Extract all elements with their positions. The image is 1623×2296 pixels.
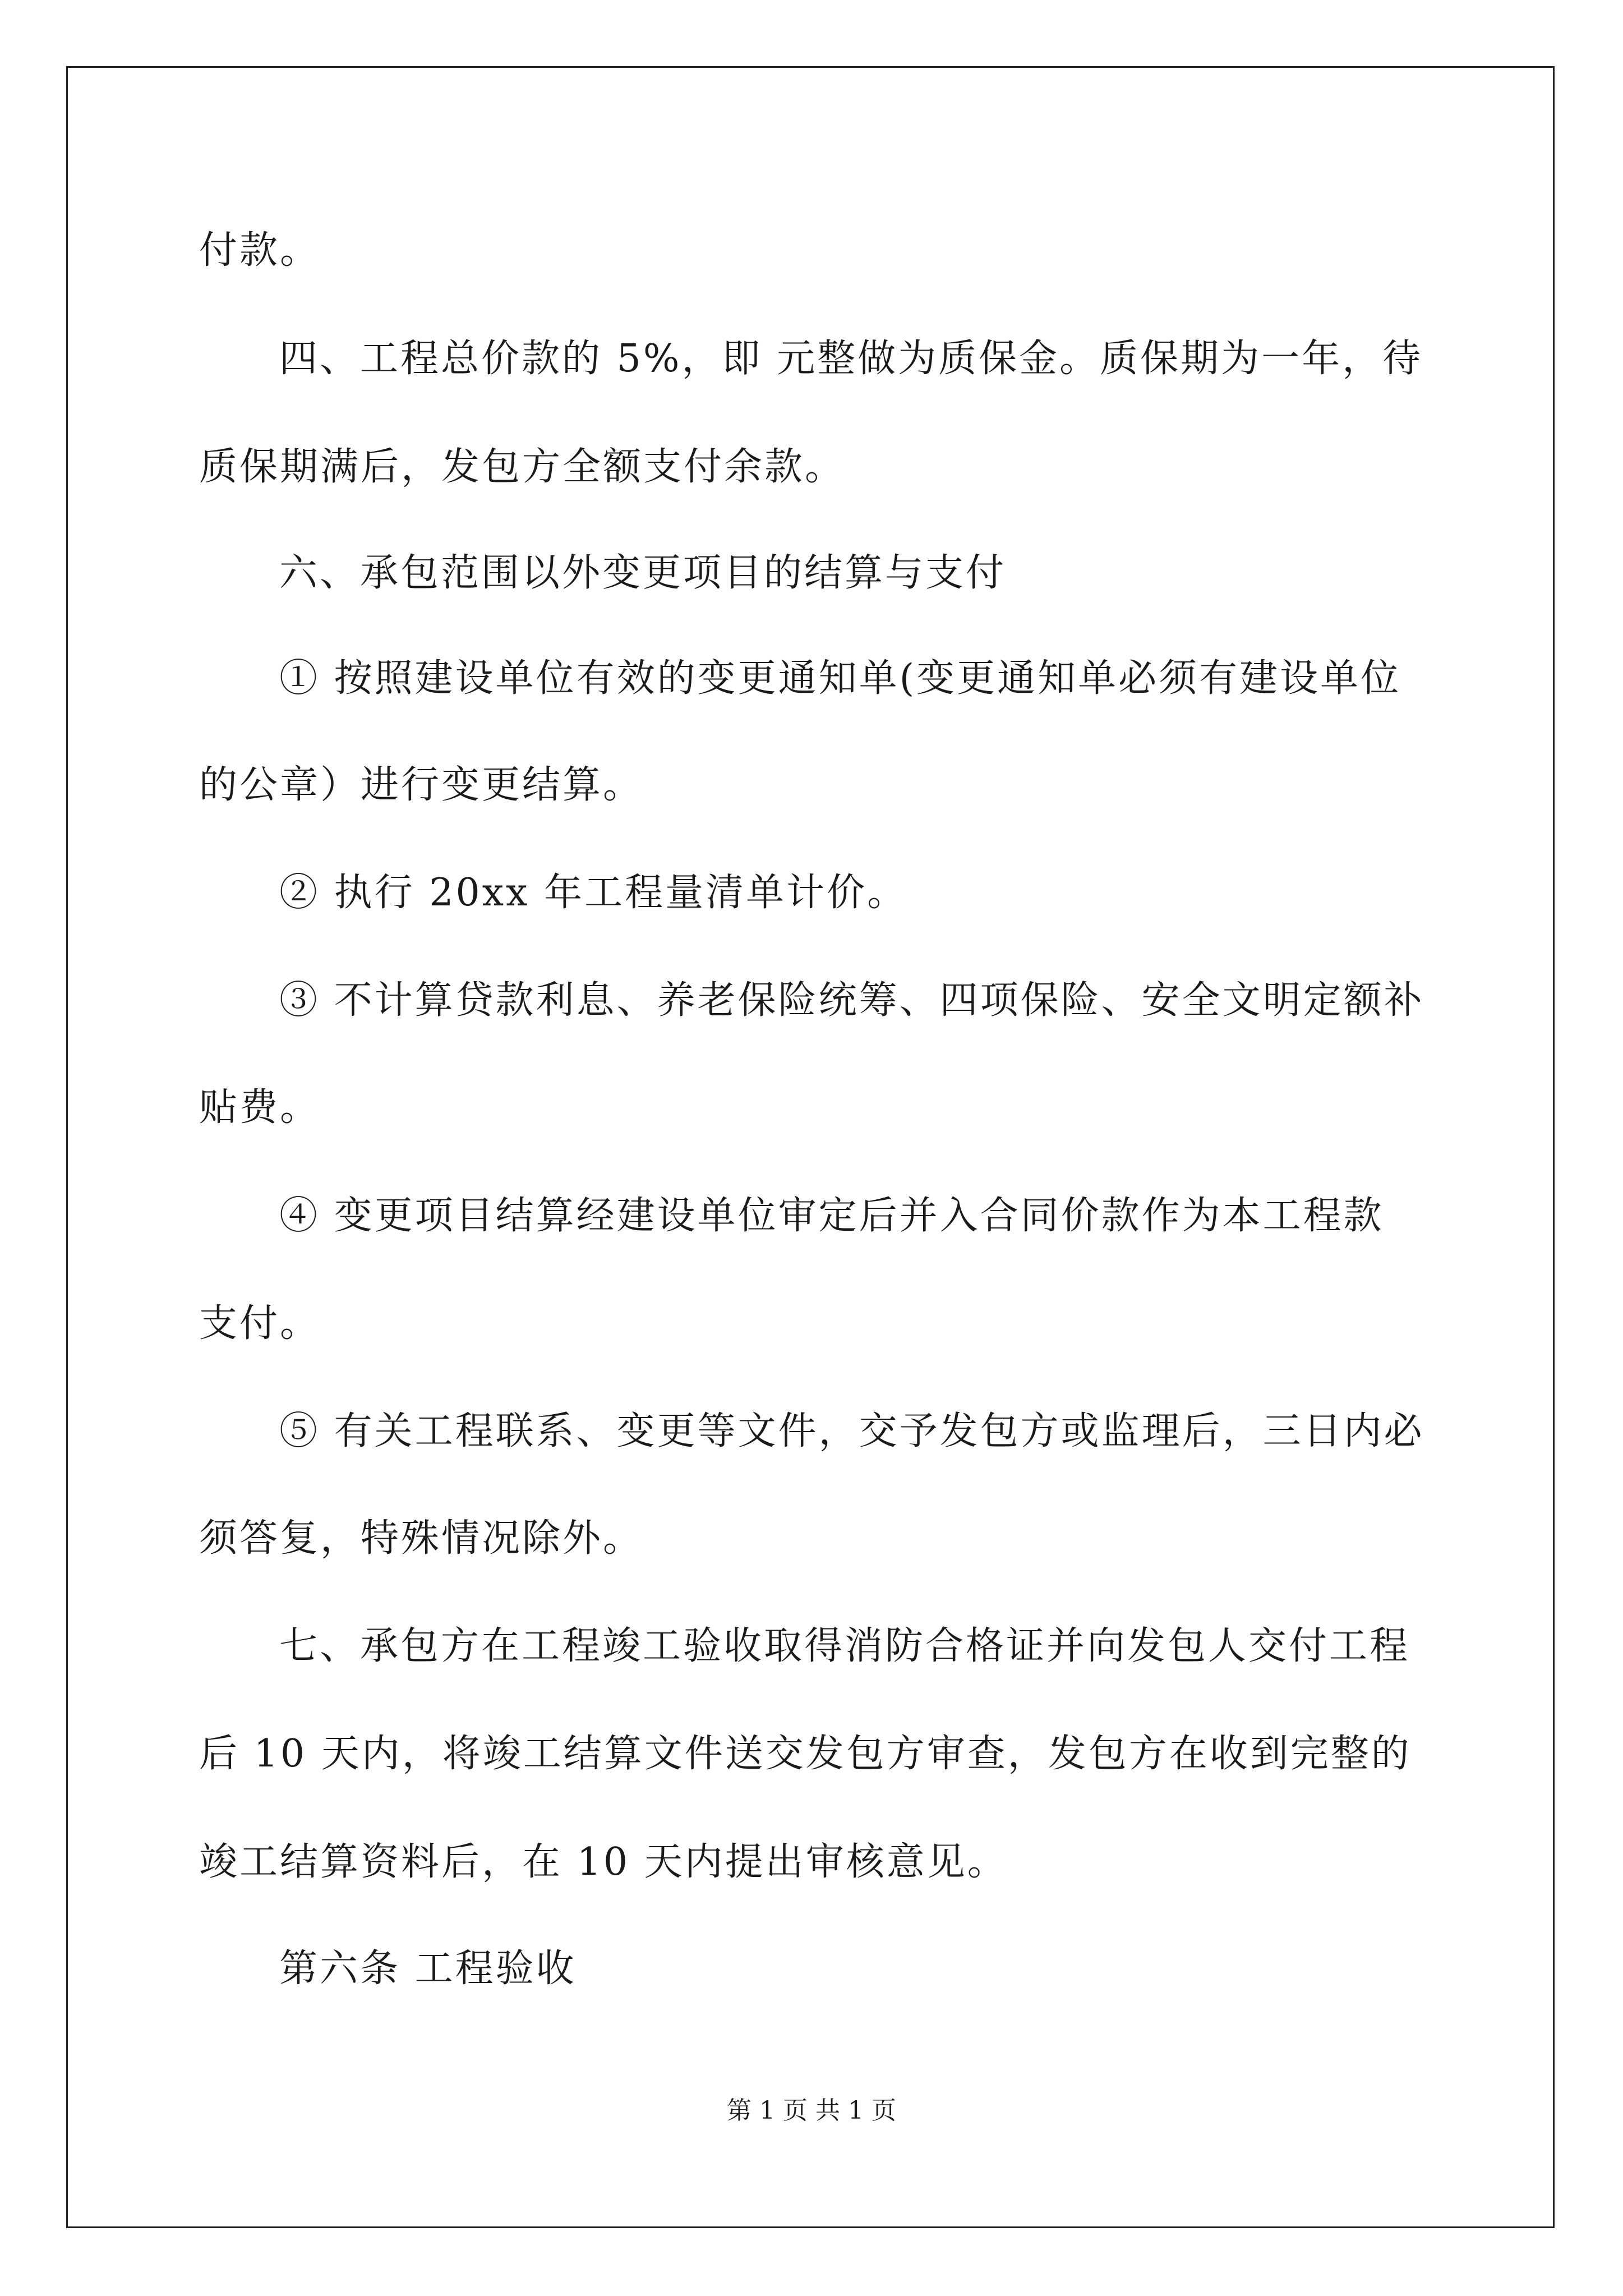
- text-line: ④ 变更项目结算经建设单位审定后并入合同价款作为本工程款: [279, 1194, 1384, 1238]
- text-line: 贴费。: [199, 1085, 321, 1130]
- text-line: ⑤ 有关工程联系、变更等文件，交予发包方或监理后，三日内必: [279, 1409, 1424, 1453]
- text-line: 四、工程总价款的 5%，即 元整做为质保金。质保期为一年，待: [279, 337, 1423, 381]
- text-line: ③ 不计算贷款利息、养老保险统筹、四项保险、安全文明定额补: [279, 978, 1424, 1023]
- page-border: [66, 66, 1555, 2228]
- text-line: 后 10 天内，将竣工结算文件送交发包方审查，发包方在收到完整的: [199, 1732, 1412, 1776]
- text-line: 支付。: [199, 1301, 321, 1346]
- text-line: 须答复，特殊情况除外。: [199, 1516, 644, 1561]
- text-line: 六、承包范围以外变更项目的结算与支付: [279, 551, 1007, 595]
- text-line: ① 按照建设单位有效的变更通知单(变更通知单必须有建设单位: [279, 656, 1401, 701]
- text-line: ② 执行 20xx 年工程量清单计价。: [279, 871, 908, 915]
- text-line: 七、承包方在工程竣工验收取得消防合格证并向发包人交付工程: [279, 1624, 1410, 1668]
- section-heading: 第六条 工程验收: [279, 1947, 577, 1991]
- text-line: 的公章）进行变更结算。: [199, 763, 644, 807]
- text-line: 质保期满后，发包方全额支付余款。: [199, 445, 846, 489]
- text-line: 付款。: [199, 228, 321, 273]
- text-line: 竣工结算资料后，在 10 天内提出审核意见。: [199, 1840, 1008, 1884]
- page-number: 第 1 页 共 1 页: [727, 2096, 896, 2125]
